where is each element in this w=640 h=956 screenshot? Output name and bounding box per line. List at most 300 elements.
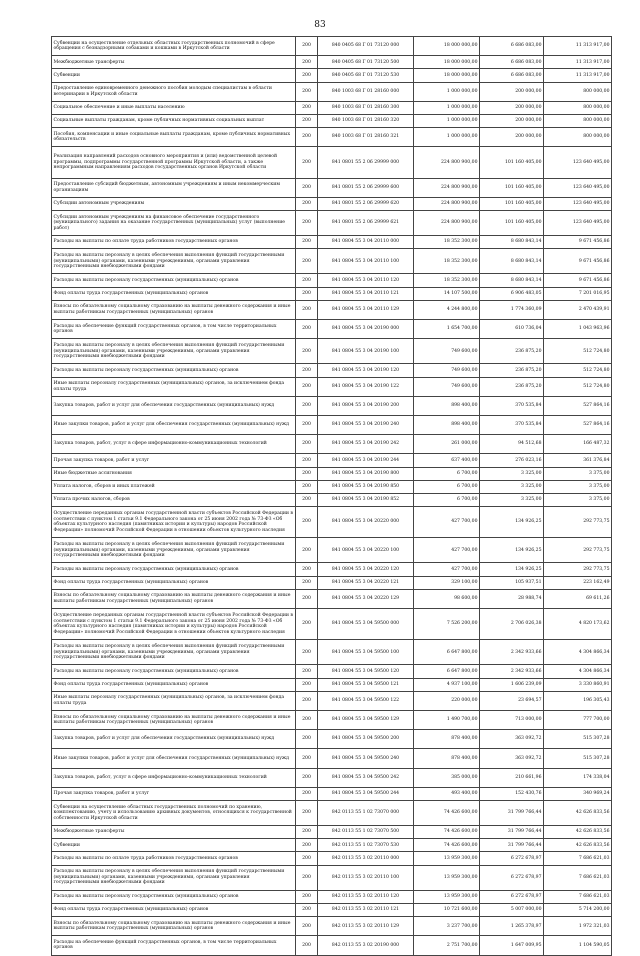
row-executed-cell: 1 606 239,09 [480,678,544,691]
row-name-cell: Взносы по обязательному социальному страхованию на выплаты денежного содержания и иные выплаты работникам государственных (муниципальных) органов [52,710,296,729]
row-code-cell: 841 0804 55 3 04 20190 000 [318,320,414,339]
row-remaining-cell: 123 640 495,00 [544,147,612,178]
row-remaining-cell: 515 307,28 [544,749,612,768]
row-name-cell: Расходы на выплаты персоналу государственных (муниципальных) органов [52,274,296,287]
row-kvr-cell: 200 [296,467,318,480]
row-code-cell: 841 0804 55 3 04 59500 244 [318,787,414,800]
row-kvr-cell: 200 [296,249,318,274]
row-code-cell: 841 0804 55 3 04 20190 852 [318,493,414,506]
row-assigned-cell: 878 400,00 [414,749,480,768]
row-executed-cell: 8 680 843,14 [480,249,544,274]
row-remaining-cell: 42 626 833,56 [544,800,612,825]
row-remaining-cell: 340 969,24 [544,787,612,800]
row-executed-cell: 6 906 483,05 [480,287,544,300]
row-name-cell: Взносы по обязательному социальному страхованию на выплаты денежного содержания и иные выплаты работникам государственных (муниципальных) органов [52,917,296,936]
row-code-cell: 841 0804 55 3 04 20110 129 [318,300,414,319]
row-code-cell: 841 0804 55 3 04 20190 122 [318,377,414,396]
row-name-cell: Предоставление единовременного денежного пособия молодым специалистам в области ветеринарии в Иркутской области [52,82,296,101]
table-row [52,538,612,563]
row-code-cell: 841 0804 55 3 04 59500 100 [318,640,414,665]
row-kvr-cell: 200 [296,852,318,865]
row-kvr-cell: 200 [296,710,318,729]
row-assigned-cell: 898 400,00 [414,396,480,415]
row-executed-cell: 6 272 678,97 [480,890,544,903]
table-row [52,56,612,69]
row-name-cell: Расходы на выплаты персоналу в целях обеспечения выполнения функций государственными (муниципальными) органами, казенными учреждениями, органами управления государственными внебюджетными фондами [52,865,296,890]
row-name-cell: Межбюджетные трансферты [52,56,296,69]
row-executed-cell: 31 799 766,44 [480,800,544,825]
row-name-cell: Взносы по обязательному социальному страхованию на выплаты денежного содержания и иные выплаты работникам государственных (муниципальных) органов [52,300,296,319]
row-assigned-cell: 6 647 800,00 [414,665,480,678]
row-kvr-cell: 200 [296,37,318,56]
table-row [52,210,612,235]
row-code-cell: 840 0405 68 Г 01 73120 000 [318,37,414,56]
row-remaining-cell: 512 724,80 [544,364,612,377]
row-executed-cell: 31 799 766,44 [480,826,544,839]
row-kvr-cell: 200 [296,839,318,852]
row-kvr-cell: 200 [296,435,318,454]
row-assigned-cell: 4 937 100,00 [414,678,480,691]
row-assigned-cell: 261 000,00 [414,435,480,454]
row-executed-cell: 6 272 678,97 [480,865,544,890]
row-executed-cell: 101 160 405,00 [480,147,544,178]
table-row [52,69,612,82]
row-executed-cell: 152 430,76 [480,787,544,800]
row-executed-cell: 134 926,25 [480,563,544,576]
row-executed-cell: 5 007 000,00 [480,904,544,917]
row-assigned-cell: 427 700,00 [414,563,480,576]
row-name-cell: Социальные выплаты гражданам, кроме публичных нормативных социальных выплат [52,114,296,127]
row-executed-cell: 101 160 405,00 [480,210,544,235]
table-row [52,839,612,852]
row-kvr-cell: 200 [296,178,318,197]
row-assigned-cell: 427 700,00 [414,538,480,563]
row-code-cell: 841 0804 55 3 04 20220 100 [318,538,414,563]
row-assigned-cell: 10 721 600,00 [414,904,480,917]
row-remaining-cell: 166 487,32 [544,435,612,454]
row-executed-cell: 6 686 083,00 [480,37,544,56]
row-name-cell: Социальное обеспечение и иные выплаты населению [52,101,296,114]
row-assigned-cell: 18 000 000,00 [414,56,480,69]
row-kvr-cell: 200 [296,563,318,576]
row-kvr-cell: 200 [296,800,318,825]
row-executed-cell: 1 647 009,95 [480,936,544,955]
row-code-cell: 842 0113 55 1 02 73070 500 [318,826,414,839]
row-assigned-cell: 6 700,00 [414,493,480,506]
row-executed-cell: 276 023,16 [480,454,544,467]
table-row [52,640,612,665]
row-code-cell: 840 1003 68 Г 01 28160 320 [318,114,414,127]
row-name-cell: Расходы на выплаты персоналу в целях обеспечения выполнения функций государственными (муниципальными) органами, казенными учреждениями, органами управления государственными внебюджетными фондами [52,339,296,364]
row-remaining-cell: 123 640 495,00 [544,197,612,210]
row-assigned-cell: 4 244 800,00 [414,300,480,319]
row-name-cell: Реализация направлений расходов основного мероприятия и (или) ведомственной целевой программы, подпрограммы государственной программы Иркутской области, а также непрограммным направлениям расходов государственных органов Иркутской области [52,147,296,178]
row-remaining-cell: 7 686 621,03 [544,852,612,865]
row-name-cell: Уплата налогов, сборов и иных платежей [52,480,296,493]
row-executed-cell: 6 686 083,00 [480,69,544,82]
table-row [52,665,612,678]
table-row [52,917,612,936]
row-kvr-cell: 200 [296,415,318,434]
row-kvr-cell: 200 [296,936,318,955]
row-kvr-cell: 200 [296,787,318,800]
row-code-cell: 840 1003 68 Г 01 28160 000 [318,82,414,101]
row-kvr-cell: 200 [296,730,318,749]
row-executed-cell: 2 342 933,66 [480,640,544,665]
row-assigned-cell: 14 107 500,00 [414,287,480,300]
row-name-cell: Расходы на выплаты по оплате труда работников государственных органов [52,852,296,865]
table-row [52,890,612,903]
row-kvr-cell: 200 [296,890,318,903]
table-row [52,710,612,729]
table-row [52,415,612,434]
row-code-cell: 841 0804 55 3 04 59500 000 [318,609,414,640]
row-kvr-cell: 200 [296,210,318,235]
row-executed-cell: 610 736,04 [480,320,544,339]
table-row [52,904,612,917]
table-row [52,507,612,538]
row-remaining-cell: 3 375,00 [544,467,612,480]
row-kvr-cell: 200 [296,320,318,339]
row-assigned-cell: 18 352 300,00 [414,236,480,249]
row-kvr-cell: 200 [296,665,318,678]
row-assigned-cell: 749 600,00 [414,364,480,377]
row-assigned-cell: 18 000 000,00 [414,37,480,56]
row-code-cell: 841 0801 55 2 06 29999 600 [318,178,414,197]
row-executed-cell: 134 926,25 [480,507,544,538]
row-assigned-cell: 74 426 600,00 [414,826,480,839]
row-name-cell: Расходы на выплаты персоналу государственных (муниципальных) органов [52,890,296,903]
row-name-cell: Субсидии автономным учреждениям [52,197,296,210]
row-remaining-cell: 800 000,00 [544,114,612,127]
row-kvr-cell: 200 [296,101,318,114]
row-remaining-cell: 3 375,00 [544,480,612,493]
row-assigned-cell: 3 237 700,00 [414,917,480,936]
row-remaining-cell: 42 626 833,56 [544,826,612,839]
row-name-cell: Субвенции на осуществление отдельных областных государственных полномочий в сфере обращения с безнадзорными собаками и кошками в Иркутской области [52,37,296,56]
row-remaining-cell: 512 724,80 [544,377,612,396]
row-kvr-cell: 200 [296,768,318,787]
table-row [52,730,612,749]
table-row [52,114,612,127]
table-row [52,364,612,377]
row-kvr-cell: 200 [296,640,318,665]
row-executed-cell: 3 325,00 [480,493,544,506]
row-name-cell: Расходы на выплаты персоналу в целях обеспечения выполнения функций государственными (муниципальными) органами, казенными учреждениями, органами управления государственными внебюджетными фондами [52,249,296,274]
row-remaining-cell: 123 640 495,00 [544,178,612,197]
row-executed-cell: 101 160 405,00 [480,178,544,197]
table-row [52,826,612,839]
row-code-cell: 841 0804 55 3 04 20190 200 [318,396,414,415]
row-remaining-cell: 174 338,04 [544,768,612,787]
row-executed-cell: 236 875,20 [480,364,544,377]
row-code-cell: 842 0113 55 3 02 20110 129 [318,917,414,936]
row-name-cell: Расходы на обеспечение функций государственных органов, в том числе территориальных органов [52,320,296,339]
row-kvr-cell: 200 [296,480,318,493]
row-executed-cell: 236 875,20 [480,339,544,364]
row-kvr-cell: 200 [296,287,318,300]
budget-table [51,36,612,956]
row-assigned-cell: 1 000 000,00 [414,82,480,101]
row-code-cell: 841 0804 55 3 04 59500 242 [318,768,414,787]
row-code-cell: 841 0804 55 3 04 20110 100 [318,249,414,274]
row-remaining-cell: 1 043 963,96 [544,320,612,339]
row-name-cell: Расходы на выплаты по оплате труда работников государственных органов [52,236,296,249]
row-executed-cell: 8 680 843,14 [480,274,544,287]
row-executed-cell: 6 272 678,97 [480,852,544,865]
row-name-cell: Иные выплаты персоналу государственных (муниципальных) органов, за исключением фонда оплаты труда [52,691,296,710]
row-kvr-cell: 200 [296,56,318,69]
row-name-cell: Субвенции на осуществление областных государственных полномочий по хранению, комплектованию, учету и использованию архивных документов, относящихся к государственной собственности Иркутской области [52,800,296,825]
row-name-cell: Закупка товаров, работ и услуг для обеспечения государственных (муниципальных) нужд [52,396,296,415]
row-remaining-cell: 800 000,00 [544,82,612,101]
table-row [52,249,612,274]
row-code-cell: 841 0804 55 3 04 20220 129 [318,589,414,608]
table-row [52,467,612,480]
row-assigned-cell: 74 426 600,00 [414,800,480,825]
row-assigned-cell: 2 751 700,00 [414,936,480,955]
row-name-cell: Расходы на выплаты персоналу в целях обеспечения выполнения функций государственными (муниципальными) органами, казенными учреждениями, органами управления государственными внебюджетными фондами [52,640,296,665]
table-row [52,147,612,178]
row-remaining-cell: 196 305,43 [544,691,612,710]
row-code-cell: 842 0113 55 3 02 20110 120 [318,890,414,903]
row-kvr-cell: 200 [296,236,318,249]
row-executed-cell: 363 092,72 [480,749,544,768]
row-kvr-cell: 200 [296,454,318,467]
table-row [52,435,612,454]
row-executed-cell: 1 774 360,09 [480,300,544,319]
table-row [52,82,612,101]
row-name-cell: Предоставление субсидий бюджетным, автономным учреждениям и иным некоммерческим организациям [52,178,296,197]
row-remaining-cell: 42 626 833,56 [544,839,612,852]
row-executed-cell: 105 937,51 [480,576,544,589]
row-executed-cell: 8 680 843,14 [480,236,544,249]
row-code-cell: 841 0804 55 3 04 20190 800 [318,467,414,480]
row-kvr-cell: 200 [296,396,318,415]
row-remaining-cell: 9 671 456,86 [544,249,612,274]
row-name-cell: Фонд оплаты труда государственных (муниципальных) органов [52,678,296,691]
row-code-cell: 842 0113 55 3 02 20110 100 [318,865,414,890]
row-name-cell: Субвенции [52,839,296,852]
row-code-cell: 841 0804 55 3 04 20220 121 [318,576,414,589]
row-kvr-cell: 200 [296,364,318,377]
row-executed-cell: 370 535,84 [480,396,544,415]
row-code-cell: 841 0801 55 2 06 29999 621 [318,210,414,235]
row-remaining-cell: 2 470 439,91 [544,300,612,319]
row-kvr-cell: 200 [296,197,318,210]
row-kvr-cell: 200 [296,147,318,178]
row-code-cell: 841 0804 55 3 04 20110 120 [318,274,414,287]
row-code-cell: 842 0113 55 3 02 20110 121 [318,904,414,917]
row-kvr-cell: 200 [296,377,318,396]
table-row [52,480,612,493]
row-assigned-cell: 98 600,00 [414,589,480,608]
row-kvr-cell: 200 [296,691,318,710]
row-code-cell: 841 0804 55 3 04 20190 240 [318,415,414,434]
row-executed-cell: 1 265 378,97 [480,917,544,936]
row-name-cell: Иные выплаты персоналу государственных (муниципальных) органов, за исключением фонда оплаты труда [52,377,296,396]
row-remaining-cell: 527 864,16 [544,396,612,415]
row-name-cell: Иные закупки товаров, работ и услуг для обеспечения государственных (муниципальных) нужд [52,415,296,434]
row-remaining-cell: 4 304 866,34 [544,665,612,678]
row-remaining-cell: 1 972 321,03 [544,917,612,936]
table-row [52,691,612,710]
row-code-cell: 841 0804 55 3 04 59500 200 [318,730,414,749]
row-remaining-cell: 800 000,00 [544,101,612,114]
row-remaining-cell: 123 640 495,00 [544,210,612,235]
row-code-cell: 840 0405 68 Г 01 73120 500 [318,56,414,69]
row-name-cell: Уплата прочих налогов, сборов [52,493,296,506]
row-remaining-cell: 800 000,00 [544,128,612,147]
row-executed-cell: 3 325,00 [480,467,544,480]
row-code-cell: 841 0804 55 3 04 20110 000 [318,236,414,249]
table-row [52,197,612,210]
row-assigned-cell: 493 400,00 [414,787,480,800]
row-remaining-cell: 527 864,16 [544,415,612,434]
table-row [52,563,612,576]
row-kvr-cell: 200 [296,82,318,101]
table-row [52,178,612,197]
table-row [52,609,612,640]
row-remaining-cell: 4 304 866,34 [544,640,612,665]
row-remaining-cell: 69 611,26 [544,589,612,608]
row-name-cell: Прочая закупка товаров, работ и услуг [52,787,296,800]
row-name-cell: Фонд оплаты труда государственных (муниципальных) органов [52,287,296,300]
row-remaining-cell: 292 773,75 [544,507,612,538]
row-kvr-cell: 200 [296,274,318,287]
row-executed-cell: 200 000,00 [480,82,544,101]
row-assigned-cell: 7 526 200,00 [414,609,480,640]
row-code-cell: 840 1003 68 Г 01 28160 321 [318,128,414,147]
row-kvr-cell: 200 [296,69,318,82]
row-kvr-cell: 200 [296,114,318,127]
row-name-cell: Субвенции [52,69,296,82]
row-kvr-cell: 200 [296,678,318,691]
row-executed-cell: 23 694,57 [480,691,544,710]
row-assigned-cell: 18 352 300,00 [414,274,480,287]
row-kvr-cell: 200 [296,609,318,640]
row-name-cell: Субсидии автономным учреждениям на финансовое обеспечение государственного (муниципального) задания на оказание государственных (муниципальных) услуг (выполнение работ) [52,210,296,235]
row-code-cell: 841 0804 55 3 04 20190 244 [318,454,414,467]
row-assigned-cell: 637 400,00 [414,454,480,467]
table-row [52,936,612,955]
table-row [52,287,612,300]
row-assigned-cell: 1 000 000,00 [414,128,480,147]
row-code-cell: 841 0804 55 3 04 20190 120 [318,364,414,377]
row-kvr-cell: 200 [296,538,318,563]
row-name-cell: Закупка товаров, работ и услуг для обеспечения государственных (муниципальных) нужд [52,730,296,749]
row-code-cell: 840 0405 68 Г 01 73120 530 [318,69,414,82]
row-assigned-cell: 18 352 300,00 [414,249,480,274]
row-assigned-cell: 1 000 000,00 [414,114,480,127]
row-code-cell: 840 1003 68 Г 01 28160 300 [318,101,414,114]
row-assigned-cell: 224 800 900,00 [414,210,480,235]
row-remaining-cell: 9 671 456,86 [544,274,612,287]
table-row [52,493,612,506]
row-kvr-cell: 200 [296,493,318,506]
row-executed-cell: 6 686 083,00 [480,56,544,69]
table-row [52,396,612,415]
row-kvr-cell: 200 [296,128,318,147]
row-executed-cell: 3 325,00 [480,480,544,493]
row-assigned-cell: 224 800 900,00 [414,197,480,210]
row-executed-cell: 31 799 766,44 [480,839,544,852]
table-row [52,339,612,364]
row-code-cell: 841 0804 55 3 04 20190 850 [318,480,414,493]
table-row [52,678,612,691]
row-remaining-cell: 5 714 200,00 [544,904,612,917]
row-executed-cell: 200 000,00 [480,114,544,127]
row-code-cell: 841 0804 55 3 04 20220 000 [318,507,414,538]
row-code-cell: 841 0801 55 2 06 29999 000 [318,147,414,178]
row-remaining-cell: 777 700,00 [544,710,612,729]
row-assigned-cell: 13 959 300,00 [414,865,480,890]
row-executed-cell: 94 512,68 [480,435,544,454]
table-row [52,768,612,787]
row-assigned-cell: 6 700,00 [414,467,480,480]
row-assigned-cell: 749 600,00 [414,377,480,396]
row-assigned-cell: 1 000 000,00 [414,101,480,114]
row-name-cell: Взносы по обязательному социальному страхованию на выплаты денежного содержания и иные выплаты работникам государственных (муниципальных) органов [52,589,296,608]
table-row [52,749,612,768]
row-remaining-cell: 4 820 173,62 [544,609,612,640]
row-assigned-cell: 878 400,00 [414,730,480,749]
row-name-cell: Фонд оплаты труда государственных (муниципальных) органов [52,904,296,917]
row-executed-cell: 2 706 026,38 [480,609,544,640]
row-name-cell: Закупка товаров, работ, услуг в сфере информационно-коммуникационных технологий [52,435,296,454]
row-code-cell: 841 0801 55 2 06 29999 620 [318,197,414,210]
row-code-cell: 841 0804 55 3 04 59500 240 [318,749,414,768]
row-assigned-cell: 6 700,00 [414,480,480,493]
row-executed-cell: 200 000,00 [480,128,544,147]
row-kvr-cell: 200 [296,865,318,890]
row-assigned-cell: 329 100,00 [414,576,480,589]
row-executed-cell: 2 342 933,66 [480,665,544,678]
table-row [52,576,612,589]
row-executed-cell: 134 926,25 [480,538,544,563]
row-executed-cell: 200 000,00 [480,101,544,114]
row-kvr-cell: 200 [296,339,318,364]
row-executed-cell: 101 160 405,00 [480,197,544,210]
row-kvr-cell: 200 [296,300,318,319]
row-remaining-cell: 11 313 917,00 [544,69,612,82]
row-remaining-cell: 515 307,28 [544,730,612,749]
row-kvr-cell: 200 [296,749,318,768]
table-row [52,787,612,800]
row-name-cell: Расходы на выплаты персоналу государственных (муниципальных) органов [52,665,296,678]
row-code-cell: 842 0113 55 3 02 20190 000 [318,936,414,955]
row-remaining-cell: 361 376,84 [544,454,612,467]
row-code-cell: 841 0804 55 3 04 20220 120 [318,563,414,576]
row-code-cell: 842 0113 55 1 02 73070 530 [318,839,414,852]
table-row [52,236,612,249]
row-name-cell: Прочая закупка товаров, работ и услуг [52,454,296,467]
row-assigned-cell: 224 800 900,00 [414,178,480,197]
row-name-cell: Расходы на обеспечение функций государственных органов, в том числе территориальных органов [52,936,296,955]
row-name-cell: Осуществление переданных органам государственной власти субъектов Российской Федерации в соответствии с пунктом 1 статьи 9.1 Федерального закона от 25 июня 2002 года № 73-ФЗ «Об объектах культурного наследия (памятниках истории и культуры) народов Российской Федерации» полномочий Российской Федерации в отношении объектов культурного наследия [52,507,296,538]
row-assigned-cell: 385 000,00 [414,768,480,787]
row-executed-cell: 363 092,72 [480,730,544,749]
table-row [52,800,612,825]
row-code-cell: 841 0804 55 3 04 59500 120 [318,665,414,678]
row-remaining-cell: 3 330 860,91 [544,678,612,691]
table-row [52,589,612,608]
row-remaining-cell: 11 313 917,00 [544,37,612,56]
table-row [52,865,612,890]
row-assigned-cell: 1 654 700,00 [414,320,480,339]
budget-table-body [52,37,612,956]
row-assigned-cell: 13 959 300,00 [414,890,480,903]
